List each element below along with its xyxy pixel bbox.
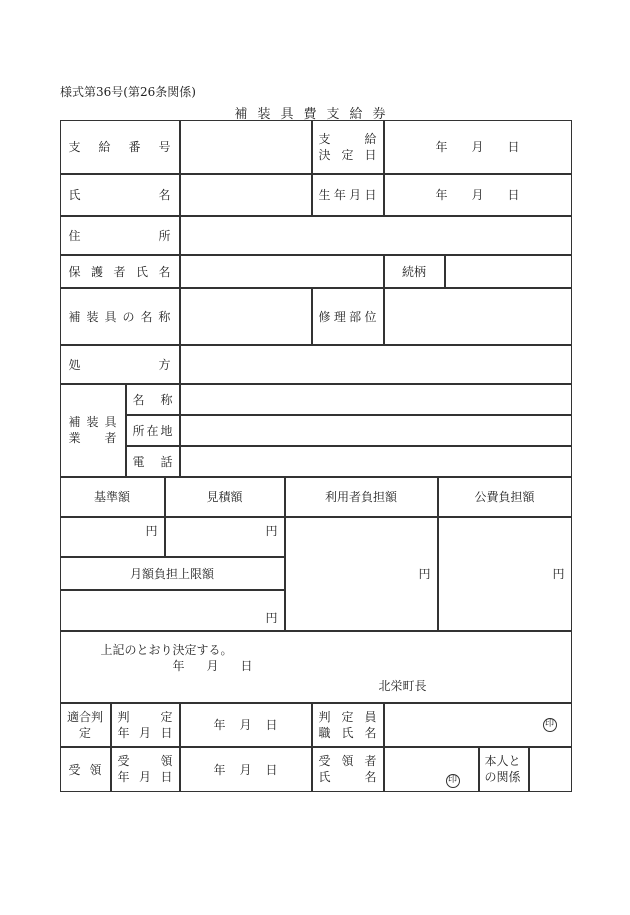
label-payment-no [60,120,180,174]
label-vendor [60,384,126,477]
label-text: 受 領 者 [318,754,377,768]
field-relation-to-self[interactable] [529,747,572,792]
field-public-burden[interactable]: 円 [438,517,572,631]
label-text: 電 話 [132,454,173,469]
label-text: 住 所 [68,228,171,243]
field-base-amount[interactable]: 円 [60,517,165,557]
field-judge[interactable] [384,703,572,747]
label-public-burden: 公費負担額 [438,477,572,517]
voucher-form [60,120,572,792]
label-monthly-cap: 月額負担上限額 [60,557,285,590]
label-repair-part [312,288,384,345]
label-address [60,216,180,255]
field-judge-date[interactable]: 年 月 日 [180,703,312,747]
label-text: 判 定 員 [318,709,377,724]
field-vendor-name[interactable] [180,384,572,415]
label-birth-date [312,174,384,216]
label-text: 補 装 具 [68,415,117,429]
field-receive-date[interactable]: 年 月 日 [180,747,312,792]
label-guardian [60,255,180,288]
field-user-burden[interactable]: 円 [285,517,438,631]
field-monthly-cap[interactable]: 円 [60,590,285,631]
label-vendor-address [126,415,180,446]
label-vendor-name [126,384,180,415]
label-text: 年 月 日 [117,725,173,740]
field-estimate[interactable]: 円 [165,517,285,557]
field-address[interactable] [180,216,572,255]
label-conformity: 適合判 定 [60,703,111,747]
label-text: 支 給 番 号 [68,140,171,154]
label-text: 判 定 [117,709,173,724]
form-number: 様式第36号(第26条関係) [60,85,196,99]
label-text: 決 定 日 [318,147,377,162]
label-text: 年 月 日 [117,770,173,784]
issuer: 北栄町長 [378,678,427,693]
label-text: 支 給 [318,131,377,146]
label-relation: 続柄 [384,255,445,288]
label-receive-date [111,747,180,792]
label-receiver [312,747,384,792]
label-text: 受 領 [117,754,173,768]
label-decision-date [312,120,384,174]
label-text: 保 護 者 氏 名 [68,264,171,279]
label-relation-to-self: 本人と の関係 [479,747,529,792]
label-text: 処 方 [68,357,171,372]
label-receipt [60,747,111,792]
label-text: 修 理 部 位 [318,309,377,324]
field-receiver[interactable] [384,747,479,792]
label-text: 生 年 月 日 [318,188,377,202]
field-vendor-address[interactable] [180,415,572,446]
field-device-name[interactable] [180,288,312,345]
label-text: 業 者 [68,431,117,445]
label-device-name [60,288,180,345]
label-estimate: 見積額 [165,477,285,517]
field-prescription[interactable] [180,345,572,384]
field-vendor-tel[interactable] [180,446,572,477]
label-text: 職 氏 名 [318,725,377,740]
label-judge-date [111,703,180,747]
decision-block [60,631,572,703]
field-repair-part[interactable] [384,288,572,345]
label-text: 名 称 [132,392,173,407]
label-vendor-tel [126,446,180,477]
seal-icon: 印 [543,718,557,732]
label-text: 氏 名 [318,770,377,784]
field-guardian[interactable] [180,255,384,288]
label-text: 補 装 具 の 名 称 [68,309,171,324]
label-text: 受 領 [68,762,102,777]
label-user-burden: 利用者負担額 [285,477,438,517]
label-judge [312,703,384,747]
decision-text: 上記のとおり決定する。 [100,642,233,657]
field-decision-date[interactable]: 年 月 日 [384,120,572,174]
label-text: 氏 名 [68,188,171,202]
decision-date: 年 月 日 [172,658,253,673]
field-birth-date[interactable]: 年 月 日 [384,174,572,216]
label-prescription [60,345,180,384]
seal-icon: 印 [446,774,460,788]
field-name[interactable] [180,174,312,216]
label-base-amount: 基準額 [60,477,165,517]
label-name [60,174,180,216]
field-payment-no[interactable] [180,120,312,174]
label-text: 所 在 地 [132,423,173,438]
field-relation[interactable] [445,255,572,288]
form-title: 補装具費支給券 [234,107,396,122]
